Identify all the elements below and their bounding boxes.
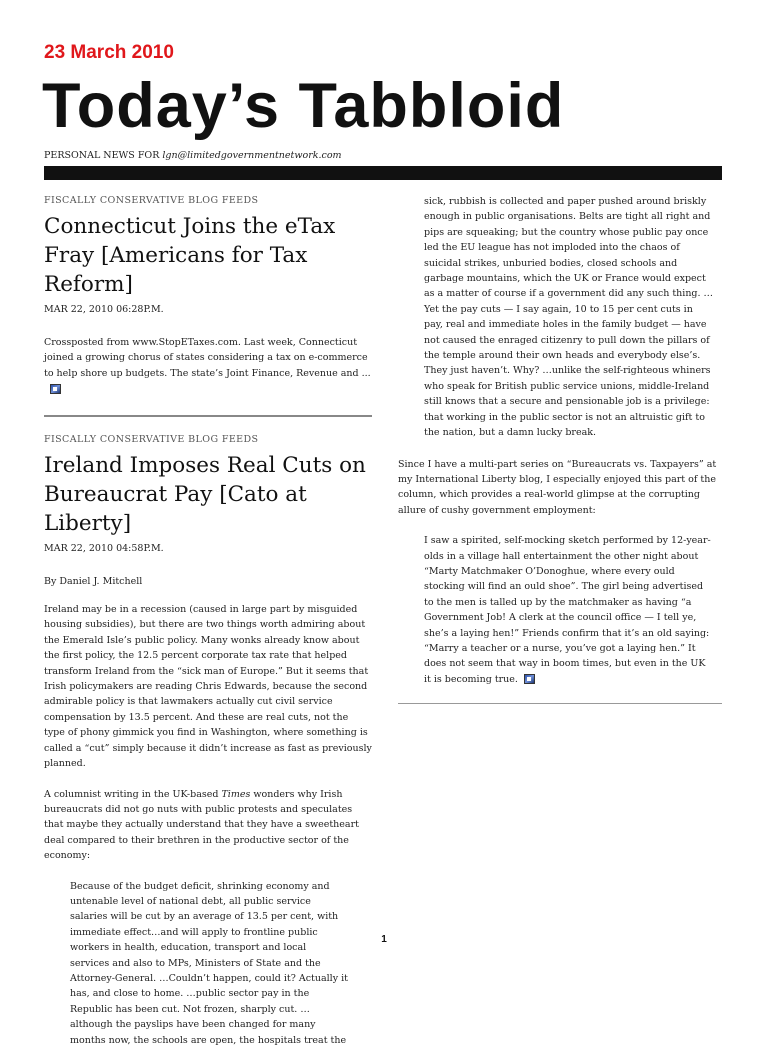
masthead-title: Today’s Tabbloid [42,71,565,141]
block-quote: Because of the budget deficit, shrinking economy and untenable level of national debt, all public service salaries will be cut by an average of 13.5 per cent, with immediate effect…and will apply to frontline public workers in health, education, transport and local services and also to MPs, Ministers of State and the Attorney-General. …Couldn’t happen, could it? Actually it has, and close to home. …public sector pay in the Republic has been cut. Not frozen, sharply cut. …although the payslips have been changed for many months now, the schools are open, the hospitals treat the [70,880,348,1046]
personal-news-line [44,150,342,161]
article-headline[interactable]: Connecticut Joins the eTax Fray [Americans for Tax Reform] [44,214,336,297]
article-paragraph [44,787,372,864]
article-end-rule [398,703,722,704]
issue-date: 23 March 2010 [44,42,174,63]
link-icon[interactable] [50,384,61,394]
publication-name: Times [221,788,251,800]
page-number: 1 [381,934,387,945]
block-quote-continued: sick, rubbish is collected and paper pushed around briskly enough in public organisations. Belts are tight all right and pips are squeaking; but the country whose public pay once led the EU league has not imploded into the chaos of suicidal strikes, unburied bodies, closed schools and garbage mountains, which the UK or France would expect as a matter of course if a government did any such thing. …Yet the pay cuts — I say again, 10 to 15 per cent cuts in pay, real and immediate holes in the family budget — have not caused the enraged citizenry to pull down the pillars of the temple around their own heads and everybody else’s. They just haven’t. Why? …unlike the self-righteous whiners who speak for British public service unions, middle-Ireland still knows that a secure and pensionable job is a privilege: that working in the public sector is not an altruistic gift to the nation, but a damn lucky break. [424,196,714,439]
article-byline: By Daniel J. Mitchell [44,575,143,587]
masthead-rule [44,166,722,180]
article-ireland [44,433,372,1048]
left-column [44,194,372,1048]
article-headline[interactable]: Ireland Imposes Real Cuts on Bureaucrat Pay [Cato at Liberty] [44,452,366,536]
article-excerpt: Crossposted from www.StopETaxes.com. Last week, Connecticut joined a growing chorus of states considering a tax on e-commerce to help shore up budgets. The state’s Joint Finance, Revenue and ... [44,337,371,379]
article-category: FISCALLY CONSERVATIVE BLOG FEEDS [44,433,259,445]
personal-news-label: PERSONAL NEWS FOR [44,150,160,161]
quote-text: I saw a spirited, self-mocking sketch performed by 12-year-olds in a village hall entertainment the other night about “Marty Matchmaker O’Donoghue, where every ould stocking will find an ould shoe”. The girl being advertised to the men is talled up by the matchmaker as having “a Government Job! A clerk at the council office — I tell ye, she’s a laying hen!” Friends confirm that it’s an old saying: “Marry a teacher or a nurse, you’ve got a laying hen.” It does not seem that way in boom times, but even in the UK it is becoming true. [424,535,711,685]
article-body [44,335,372,397]
recipient-email[interactable]: lgn@limitedgovernmentnetwork.com [162,150,342,161]
article-divider [44,415,372,417]
article-timestamp: MAR 22, 2010 04:58P.M. [44,542,164,554]
paragraph-text: wonders why Irish bureaucrats did not go nuts with public protests and speculates that maybe they actually understand that they have a sweetheart deal compared to their brethren in the productive sector of the economy: [44,788,359,862]
block-quote [424,533,714,687]
article-category: FISCALLY CONSERVATIVE BLOG FEEDS [44,195,259,206]
article-timestamp: MAR 22, 2010 06:28P.M. [44,304,164,315]
link-icon[interactable] [524,674,535,684]
article-paragraph: Since I have a multi-part series on “Bureaucrats vs. Taxpayers” at my International Liberty blog, I especially enjoyed this part of the column, which provides a real-world glimpse at the corrupting allure of cushy government employment: [398,458,717,516]
right-column [398,194,722,704]
article-connecticut [44,194,372,397]
article-paragraph: Ireland may be in a recession (caused in large part by misguided housing subsidies), but there are two things worth admiring about the Emerald Isle’s public policy. Many wonks already know about the first policy, the 12.5 percent corporate tax rate that helped transform Ireland from the “sick man of Europe.” But it seems that Irish policymakers are reading Chris Edwards, because the second admirable policy is that lawmakers actually cut civil service compensation by 13.5 percent. And these are real cuts, not the type of phony gimmick you find in Washington, where something is called a “cut” simply because it didn’t increase as fast as previously planned. [44,604,372,770]
paragraph-text: A columnist writing in the UK-based [44,788,222,800]
